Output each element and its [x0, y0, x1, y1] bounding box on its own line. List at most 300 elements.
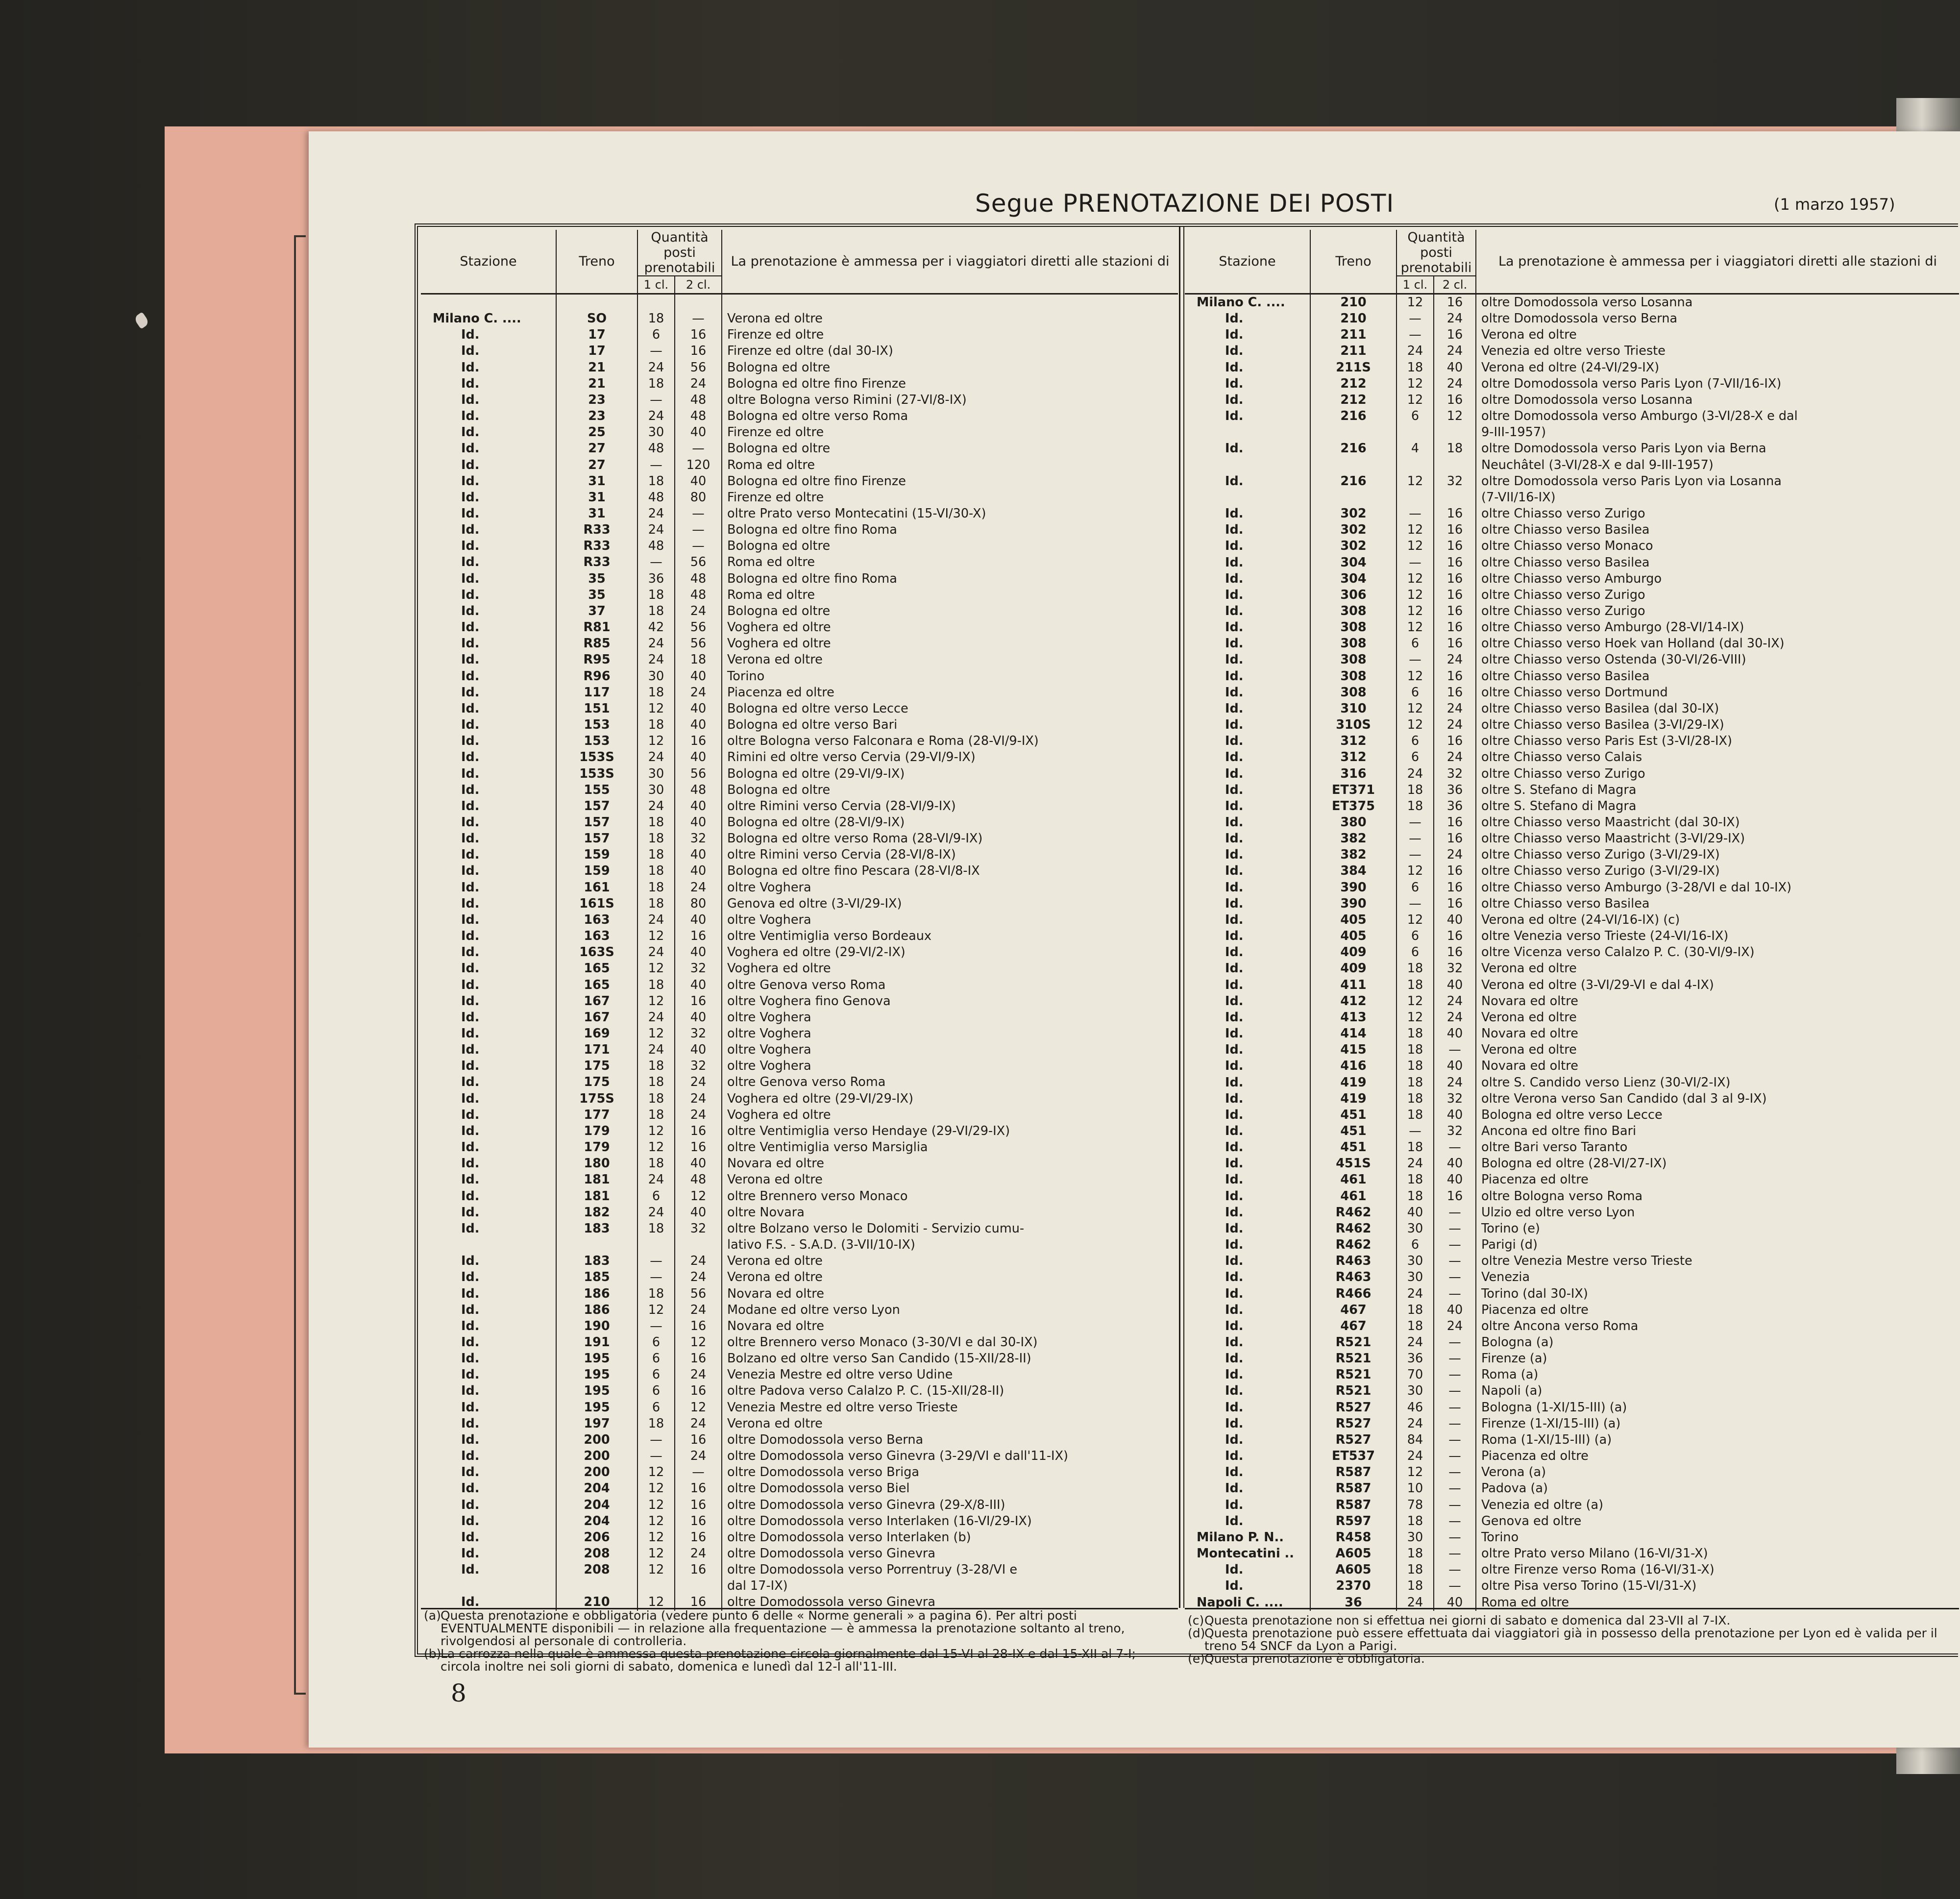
- station-cell: Id.: [461, 977, 480, 992]
- train-cell: R33: [556, 538, 637, 554]
- station-cell: Montecatini ..: [1197, 1546, 1294, 1561]
- class2-seats-cell: —: [675, 522, 722, 538]
- class2-header: 2 cl.: [675, 276, 722, 294]
- train-cell: 190: [556, 1318, 637, 1334]
- class2-seats-cell: 12: [675, 1400, 722, 1416]
- train-cell: 157: [556, 814, 637, 831]
- station-cell: Id.: [1225, 1254, 1244, 1269]
- station-cell: Id.: [461, 896, 480, 911]
- train-cell: 200: [556, 1464, 637, 1480]
- destination-cell: Novara ed oltre: [722, 1286, 1178, 1302]
- class2-seats-cell: 16: [675, 928, 722, 944]
- station-cell: Id.: [461, 1172, 480, 1187]
- table-row: [1185, 1351, 1959, 1367]
- train-cell: [556, 1237, 637, 1253]
- class1-seats-cell: 18: [1396, 1058, 1434, 1074]
- table-row: [421, 652, 1178, 668]
- class2-seats-cell: 56: [675, 1286, 722, 1302]
- class1-seats-cell: 46: [1396, 1400, 1434, 1416]
- class2-seats-cell: [1434, 457, 1476, 473]
- destination-cell: oltre Chiasso verso Basilea: [1476, 555, 1959, 571]
- class1-seats-cell: 48: [637, 538, 675, 554]
- destination-cell: Piacenza ed oltre: [1476, 1448, 1959, 1464]
- class2-seats-cell: —: [675, 1464, 722, 1480]
- class2-seats-cell: 80: [675, 490, 722, 506]
- station-cell: Id.: [1225, 863, 1244, 879]
- class1-seats-cell: 6: [637, 1351, 675, 1367]
- destination-cell: Neuchâtel (3-VI/28-X e dal 9-III-1957): [1476, 457, 1959, 473]
- class1-seats-cell: 18: [637, 863, 675, 879]
- table-row: [1185, 1026, 1959, 1042]
- class2-seats-cell: 24: [675, 1302, 722, 1318]
- footnote-c: [1185, 1614, 1959, 1627]
- table-row: [421, 831, 1178, 847]
- class2-seats-cell: 40: [675, 473, 722, 490]
- station-cell: Id.: [1225, 880, 1244, 895]
- destination-cell: oltre Bari verso Taranto: [1476, 1139, 1959, 1156]
- class1-seats-cell: 24: [637, 1042, 675, 1058]
- destination-cell: Bologna ed oltre fino Firenze: [722, 473, 1178, 490]
- class1-seats-cell: 12: [1396, 912, 1434, 928]
- class1-seats-cell: 18: [637, 896, 675, 912]
- train-cell: 31: [556, 506, 637, 522]
- table-row: [421, 1529, 1178, 1546]
- station-cell: Id.: [1225, 896, 1244, 911]
- class2-seats-cell: 56: [675, 636, 722, 652]
- table-row: [421, 766, 1178, 782]
- train-cell: 302: [1310, 522, 1396, 538]
- train-cell: 413: [1310, 1010, 1396, 1026]
- train-cell: 157: [556, 798, 637, 814]
- station-cell: Id.: [1225, 1010, 1244, 1025]
- station-cell: Id.: [461, 652, 480, 667]
- station-cell: Id.: [1225, 1302, 1244, 1317]
- destination-cell: oltre Genova verso Roma: [722, 977, 1178, 993]
- table-row: [1185, 1497, 1959, 1513]
- destination-cell: Verona (a): [1476, 1464, 1959, 1480]
- destination-cell: oltre Verona verso San Candido (dal 3 al 9-IX): [1476, 1091, 1959, 1107]
- train-cell: 17: [556, 343, 637, 359]
- class1-seats-cell: 12: [1396, 603, 1434, 619]
- class2-seats-cell: 16: [1434, 668, 1476, 685]
- train-cell: 186: [556, 1302, 637, 1318]
- train-cell: 2370: [1310, 1578, 1396, 1594]
- destination-cell: Firenze (a): [1476, 1351, 1959, 1367]
- train-cell: R521: [1310, 1367, 1396, 1383]
- footnote-text: Questa prenotazione non si effettua nei giorni di sabato e domenica dal 23-VII al 7-IX.: [1204, 1613, 1731, 1628]
- destination-cell: oltre Domodossola verso Losanna: [1476, 392, 1959, 408]
- class1-seats-cell: —: [1396, 311, 1434, 327]
- destination-cell: oltre Chiasso verso Zurigo: [1476, 587, 1959, 603]
- destination-cell: Roma ed oltre: [722, 554, 1178, 570]
- class2-seats-cell: 16: [1434, 603, 1476, 619]
- class2-seats-cell: 16: [1434, 685, 1476, 701]
- train-cell: 461: [1310, 1188, 1396, 1205]
- right-reservation-table: [1185, 230, 1959, 1611]
- destination-cell: Verona ed oltre: [722, 1172, 1178, 1188]
- destination-cell: oltre Rimini verso Cervia (28-VI/9-IX): [722, 798, 1178, 814]
- destination-cell: Voghera ed oltre: [722, 619, 1178, 636]
- station-cell: Id.: [1225, 409, 1244, 424]
- destination-cell: oltre Chiasso verso Zurigo: [1476, 766, 1959, 782]
- destination-cell: oltre Ventimiglia verso Hendaye (29-VI/29-IX): [722, 1123, 1178, 1139]
- train-cell: 153: [556, 733, 637, 749]
- class1-seats-cell: 18: [637, 1156, 675, 1172]
- class2-seats-cell: 32: [1434, 1091, 1476, 1107]
- destination-cell: Firenze ed oltre (dal 30-IX): [722, 343, 1178, 359]
- table-row: [1185, 457, 1959, 473]
- class1-seats-cell: 18: [1396, 360, 1434, 376]
- train-cell: 308: [1310, 636, 1396, 652]
- train-cell: 183: [556, 1253, 637, 1269]
- footnote-text: Questa prenotazione è obbligatoria.: [1204, 1652, 1425, 1666]
- class1-seats-cell: 30: [637, 782, 675, 798]
- class1-seats-cell: 18: [637, 814, 675, 831]
- class1-seats-cell: —: [1396, 506, 1434, 522]
- train-cell: R462: [1310, 1237, 1396, 1253]
- table-row: [1185, 571, 1959, 587]
- train-cell: 380: [1310, 814, 1396, 831]
- destination-cell: oltre Vicenza verso Calalzo P. C. (30-VI/9-IX): [1476, 944, 1959, 961]
- table-row: [1185, 912, 1959, 928]
- train-cell: [1310, 424, 1396, 441]
- train-cell: 204: [556, 1513, 637, 1529]
- class1-seats-cell: 12: [1396, 1010, 1434, 1026]
- class2-seats-cell: 16: [675, 1351, 722, 1367]
- destination-cell: dal 17-IX): [722, 1578, 1178, 1594]
- class2-seats-cell: 16: [1434, 944, 1476, 961]
- train-cell: 23: [556, 392, 637, 408]
- class2-seats-cell: —: [1434, 1351, 1476, 1367]
- class2-seats-cell: 16: [1434, 896, 1476, 912]
- destination-cell: Bologna ed oltre verso Roma (28-VI/9-IX): [722, 831, 1178, 847]
- train-cell: 409: [1310, 944, 1396, 961]
- class2-seats-cell: —: [1434, 1562, 1476, 1578]
- class1-seats-cell: 24: [1396, 766, 1434, 782]
- class1-seats-cell: 12: [637, 961, 675, 977]
- table-row: [1185, 1221, 1959, 1237]
- destination-cell: Bologna ed oltre fino Roma: [722, 571, 1178, 587]
- class1-seats-cell: —: [637, 1448, 675, 1464]
- class2-seats-cell: —: [1434, 1480, 1476, 1497]
- station-cell: Id.: [461, 880, 480, 895]
- table-row: [1185, 1139, 1959, 1156]
- destination-cell: Venezia ed oltre (a): [1476, 1497, 1959, 1513]
- class2-header: 2 cl.: [1434, 276, 1476, 294]
- table-row: [1185, 424, 1959, 441]
- train-cell: 195: [556, 1351, 637, 1367]
- class1-seats-cell: 6: [1396, 944, 1434, 961]
- station-cell: Id.: [461, 734, 480, 749]
- station-cell: Id.: [461, 1318, 480, 1333]
- page-title: Segue PRENOTAZIONE DEI POSTI: [975, 189, 1395, 218]
- class2-seats-cell: 40: [675, 749, 722, 765]
- train-cell: 204: [556, 1497, 637, 1513]
- station-cell: Id.: [461, 1367, 480, 1382]
- class2-seats-cell: 16: [1434, 571, 1476, 587]
- class2-seats-cell: 16: [1434, 587, 1476, 603]
- station-cell: Id.: [461, 1351, 480, 1366]
- class1-seats-cell: 12: [1396, 619, 1434, 636]
- destination-cell: Parigi (d): [1476, 1237, 1959, 1253]
- station-cell: Id.: [461, 831, 480, 846]
- class2-seats-cell: 40: [675, 847, 722, 863]
- class2-seats-cell: [675, 1578, 722, 1594]
- table-row: [421, 1221, 1178, 1237]
- class2-seats-cell: 48: [675, 408, 722, 424]
- class2-seats-cell: 16: [1434, 733, 1476, 749]
- class2-seats-cell: 40: [675, 668, 722, 685]
- station-cell: Id.: [1225, 1481, 1244, 1496]
- train-cell: 210: [556, 1594, 637, 1610]
- train-cell: R33: [556, 522, 637, 538]
- table-row: [421, 701, 1178, 717]
- train-cell: 310S: [1310, 717, 1396, 733]
- train-cell: 308: [1310, 652, 1396, 668]
- destination-cell: oltre Brennero verso Monaco: [722, 1188, 1178, 1205]
- train-cell: [556, 1578, 637, 1594]
- train-cell: 179: [556, 1123, 637, 1139]
- class1-seats-cell: 12: [637, 1464, 675, 1480]
- station-cell: Id.: [461, 668, 480, 684]
- table-row: [1185, 1513, 1959, 1529]
- station-cell: Id.: [1225, 929, 1244, 944]
- class1-seats-cell: 18: [637, 1221, 675, 1237]
- class2-seats-cell: —: [1434, 1400, 1476, 1416]
- table-row: [1185, 1107, 1959, 1123]
- station-cell: Id.: [1225, 717, 1244, 733]
- class1-seats-cell: [637, 1237, 675, 1253]
- destination-cell: Novara ed oltre: [1476, 993, 1959, 1010]
- class2-seats-cell: 16: [1434, 928, 1476, 944]
- destination-cell: oltre Domodossola verso Porrentruy (3-28/VI e: [722, 1562, 1178, 1578]
- station-cell: Id.: [461, 392, 480, 407]
- train-cell: R463: [1310, 1269, 1396, 1285]
- train-cell: 390: [1310, 896, 1396, 912]
- class1-seats-cell: 12: [1396, 473, 1434, 490]
- class2-seats-cell: 32: [675, 1221, 722, 1237]
- class1-seats-cell: 12: [1396, 717, 1434, 733]
- station-cell: Id.: [461, 1562, 480, 1578]
- destination-cell: Roma ed oltre: [722, 457, 1178, 473]
- destination-cell: Rimini ed oltre verso Cervia (29-VI/9-IX): [722, 749, 1178, 765]
- train-cell: 451: [1310, 1107, 1396, 1123]
- destination-cell: Genova ed oltre (3-VI/29-IX): [722, 896, 1178, 912]
- table-row: [421, 944, 1178, 961]
- destination-cell: Bologna ed oltre: [722, 603, 1178, 619]
- class1-seats-cell: 6: [1396, 749, 1434, 765]
- class1-seats-cell: 18: [1396, 798, 1434, 814]
- station-cell: Id.: [461, 571, 480, 586]
- train-cell: 216: [1310, 408, 1396, 424]
- class2-seats-cell: 18: [675, 652, 722, 668]
- train-cell: 384: [1310, 863, 1396, 879]
- table-row: [421, 1513, 1178, 1529]
- table-row: [1185, 749, 1959, 765]
- destination-cell: Bologna ed oltre verso Lecce: [1476, 1107, 1959, 1123]
- table-row: [421, 1058, 1178, 1074]
- destination-cell: oltre Voghera: [722, 1042, 1178, 1058]
- train-cell: 182: [556, 1205, 637, 1221]
- station-cell: Id.: [461, 1400, 480, 1415]
- destination-cell: oltre Voghera: [722, 1010, 1178, 1026]
- train-cell: R527: [1310, 1416, 1396, 1432]
- footnotes-right: [1185, 1608, 1959, 1666]
- class2-seats-cell: —: [1434, 1529, 1476, 1546]
- destination-cell: oltre Novara: [722, 1205, 1178, 1221]
- train-cell: A605: [1310, 1546, 1396, 1562]
- destination-cell: oltre Domodossola verso Biel: [722, 1480, 1178, 1497]
- class2-seats-cell: 16: [1434, 294, 1476, 311]
- class2-seats-cell: 16: [675, 993, 722, 1010]
- train-cell: R587: [1310, 1464, 1396, 1480]
- class1-seats-cell: 6: [637, 327, 675, 343]
- train-cell: 165: [556, 977, 637, 993]
- station-cell: Id.: [1225, 1188, 1244, 1204]
- table-row: [421, 506, 1178, 522]
- train-cell: 212: [1310, 376, 1396, 392]
- table-row: [421, 1107, 1178, 1123]
- table-row: [1185, 1302, 1959, 1318]
- table-row: [421, 863, 1178, 879]
- train-cell: 451S: [1310, 1156, 1396, 1172]
- train-cell: 186: [556, 1286, 637, 1302]
- destination-cell: (7-VII/16-IX): [1476, 490, 1959, 506]
- station-cell: Id.: [1225, 1562, 1244, 1578]
- table-row: [1185, 311, 1959, 327]
- table-row: [1185, 1334, 1959, 1351]
- destination-cell: oltre Rimini verso Cervia (28-VI/8-IX): [722, 847, 1178, 863]
- station-cell: Id.: [1225, 1351, 1244, 1366]
- footnote-d: [1185, 1627, 1959, 1652]
- destination-cell: Bologna ed oltre (29-VI/9-IX): [722, 766, 1178, 782]
- table-row: [421, 1010, 1178, 1026]
- table-row: [1185, 1172, 1959, 1188]
- train-cell: 195: [556, 1383, 637, 1399]
- destination-cell: oltre Voghera: [722, 912, 1178, 928]
- station-cell: Id.: [461, 961, 480, 976]
- destination-header: La prenotazione è ammessa per i viaggiatori diretti alle stazioni di: [722, 230, 1178, 294]
- footnote-mark: (d): [1188, 1626, 1205, 1640]
- class2-seats-cell: 18: [1434, 441, 1476, 457]
- station-cell: Id.: [461, 344, 480, 359]
- class2-seats-cell: [1434, 424, 1476, 441]
- class2-seats-cell: 56: [675, 554, 722, 570]
- destination-cell: [722, 294, 1178, 311]
- station-cell: [421, 294, 556, 311]
- destination-cell: oltre Chiasso verso Basilea: [1476, 668, 1959, 685]
- table-row: [1185, 685, 1959, 701]
- station-cell: Id.: [461, 1107, 480, 1122]
- class1-seats-cell: 12: [1396, 571, 1434, 587]
- station-cell: Id.: [1225, 603, 1244, 618]
- class2-seats-cell: 40: [675, 944, 722, 961]
- train-cell: 36: [1310, 1595, 1396, 1611]
- train-cell: 451: [1310, 1123, 1396, 1139]
- class1-seats-cell: 18: [1396, 1075, 1434, 1091]
- train-cell: 382: [1310, 831, 1396, 847]
- class2-seats-cell: 16: [1434, 538, 1476, 554]
- destination-cell: Torino: [1476, 1529, 1959, 1546]
- train-cell: R527: [1310, 1400, 1396, 1416]
- class1-seats-cell: —: [637, 1318, 675, 1334]
- station-cell: Id.: [1225, 750, 1244, 765]
- class1-seats-cell: 12: [637, 1562, 675, 1578]
- table-row: [1185, 376, 1959, 392]
- class2-seats-cell: 24: [675, 1367, 722, 1383]
- station-cell: Milano P. N..: [1197, 1529, 1284, 1545]
- class2-seats-cell: 16: [675, 327, 722, 343]
- class1-seats-cell: 18: [637, 1074, 675, 1090]
- column-divider: [1179, 227, 1184, 1608]
- class2-seats-cell: 24: [1434, 1075, 1476, 1091]
- destination-cell: oltre Domodossola verso Ginevra (3-29/VI e dall'11-IX): [722, 1448, 1178, 1464]
- class1-seats-cell: 18: [637, 376, 675, 392]
- table-row: [421, 1480, 1178, 1497]
- destination-cell: Genova ed oltre: [1476, 1513, 1959, 1529]
- class2-seats-cell: 16: [675, 733, 722, 749]
- class2-seats-cell: —: [675, 441, 722, 457]
- class1-seats-cell: 6: [637, 1367, 675, 1383]
- class2-seats-cell: —: [1434, 1513, 1476, 1529]
- class1-seats-cell: 18: [637, 473, 675, 490]
- destination-cell: Voghera ed oltre (29-VI/2-IX): [722, 944, 1178, 961]
- table-row: [421, 1205, 1178, 1221]
- table-row: [1185, 880, 1959, 896]
- class2-seats-cell: 32: [675, 831, 722, 847]
- table-row: [421, 733, 1178, 749]
- station-cell: Id.: [1225, 1172, 1244, 1187]
- train-cell: 308: [1310, 603, 1396, 619]
- class2-seats-cell: —: [1434, 1546, 1476, 1562]
- train-cell: 153S: [556, 749, 637, 765]
- class2-seats-cell: 40: [675, 912, 722, 928]
- station-cell: Id.: [1225, 587, 1244, 602]
- train-cell: 415: [1310, 1042, 1396, 1058]
- train-cell: SO: [556, 311, 637, 327]
- table-row: [421, 668, 1178, 685]
- class2-seats-cell: 40: [1434, 977, 1476, 993]
- station-cell: Id.: [461, 750, 480, 765]
- station-cell: Id.: [461, 993, 480, 1009]
- table-row: [1185, 944, 1959, 961]
- station-cell: Id.: [461, 814, 480, 830]
- page-number: 8: [451, 1679, 466, 1707]
- station-cell: Id.: [461, 945, 480, 960]
- table-row: [1185, 619, 1959, 636]
- station-cell: Id.: [1225, 652, 1244, 667]
- station-cell: Id.: [1225, 961, 1244, 976]
- table-row: [421, 1546, 1178, 1562]
- train-cell: 302: [1310, 506, 1396, 522]
- table-row: [1185, 392, 1959, 408]
- class1-seats-cell: 12: [1396, 294, 1434, 311]
- train-cell: 23: [556, 408, 637, 424]
- class1-seats-cell: 70: [1396, 1367, 1434, 1383]
- train-cell: 306: [1310, 587, 1396, 603]
- class1-seats-cell: —: [637, 554, 675, 570]
- class1-seats-cell: 24: [637, 944, 675, 961]
- class2-seats-cell: 32: [1434, 1123, 1476, 1139]
- class2-seats-cell: —: [1434, 1269, 1476, 1285]
- destination-cell: oltre Chiasso verso Dortmund: [1476, 685, 1959, 701]
- train-cell: 35: [556, 587, 637, 603]
- station-cell: Id.: [1225, 392, 1244, 407]
- train-cell: 419: [1310, 1091, 1396, 1107]
- footnote-b: [421, 1648, 1178, 1673]
- class2-seats-cell: 16: [1434, 831, 1476, 847]
- class2-seats-cell: 24: [1434, 717, 1476, 733]
